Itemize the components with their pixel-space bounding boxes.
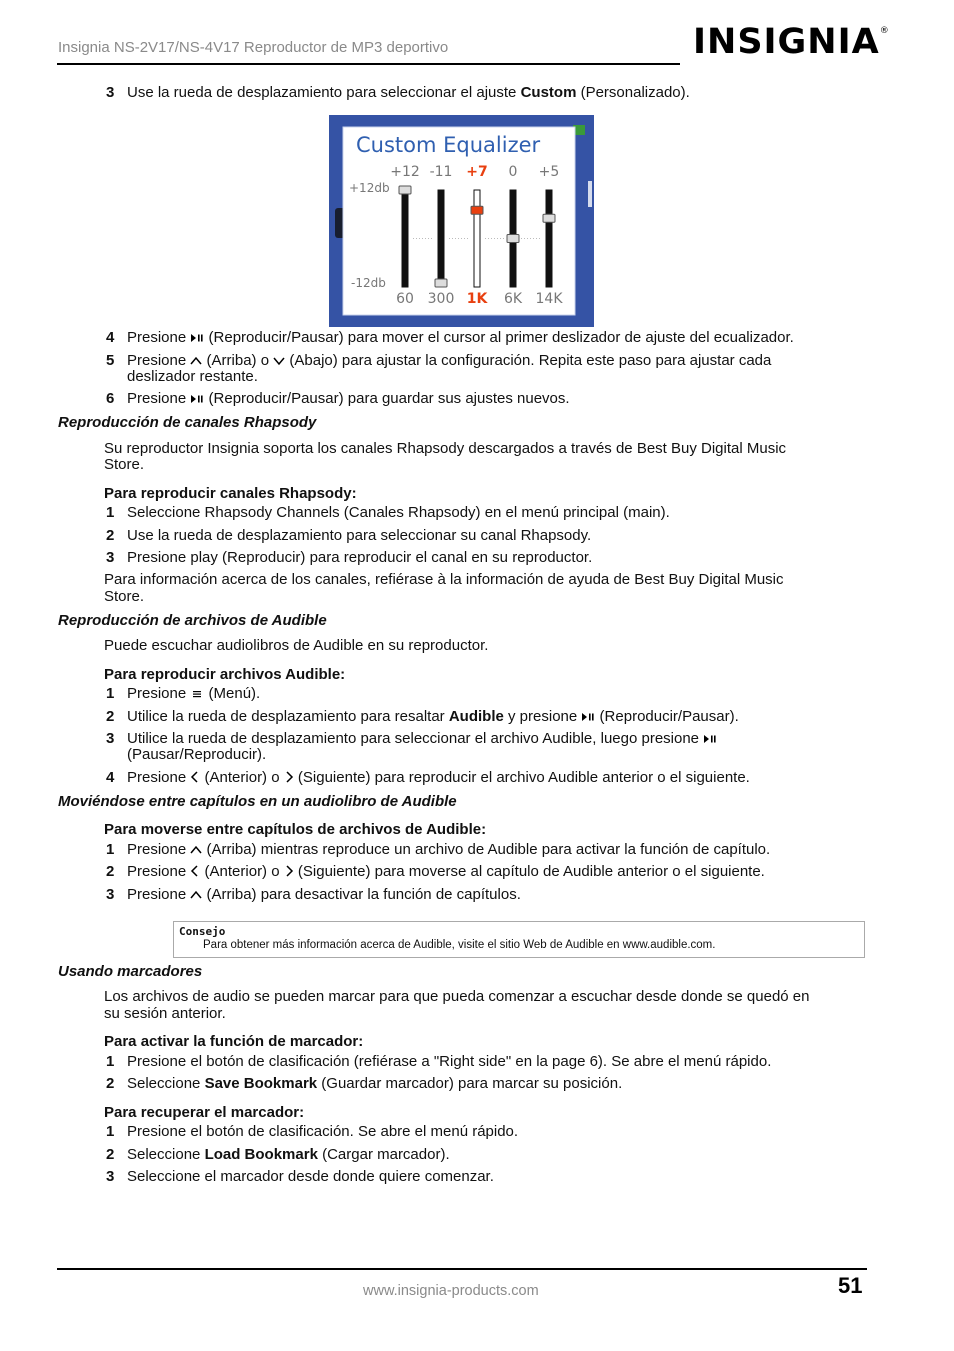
step-text: Presione (Reproducir/Pausar) para guardar sus ajustes nuevos. [127,390,570,407]
step-number: 2 [106,863,115,880]
tip-text: Para obtener más información acerca de Audible, visite el sitio Web de Audible en www.audible.com. [203,939,716,951]
paragraph: su sesión anterior. [104,1005,226,1022]
section-heading-bookmarks: Usando marcadores [58,963,203,980]
step-number: 1 [106,841,115,858]
header-title: Insignia NS-2V17/NS-4V17 Reproductor de MP3 deportivo [58,39,449,56]
slider-knob [435,279,447,287]
band-value: 0 [508,164,518,180]
band-value: +5 [538,164,560,180]
slider-knob [507,235,519,243]
step-number: 2 [106,527,115,544]
equalizer-figure [329,115,594,327]
step-text: Presione (Reproducir/Pausar) para mover el cursor al primer deslizador de ajuste del ecualizador. [127,329,794,346]
footer-url: www.insignia-products.com [363,1283,539,1299]
slider-track [546,190,552,287]
menu-icon [190,686,204,703]
next-icon [284,864,294,881]
procedure-heading: Para reproducir archivos Audible: [104,666,346,683]
slider-knob [399,186,411,194]
step-number: 3 [106,1168,115,1185]
step-number: 5 [106,352,115,369]
step-number: 2 [106,1146,115,1163]
paragraph: Store. [104,456,145,473]
header-rule [57,63,680,65]
step-number: 3 [106,730,115,747]
play-pause-icon [703,731,717,748]
paragraph: Su reproductor Insignia soporta los canales Rhapsody descargados a través de Best Buy Digital Music [104,440,787,457]
custom-equalizer-screenshot [329,115,594,327]
procedure-heading: Para recuperar el marcador: [104,1104,305,1121]
up-icon [190,353,202,370]
next-icon [284,770,294,787]
step-text: Presione (Arriba) mientras reproduce un archivo de Audible para activar la función de capítulo. [127,841,771,858]
step-text: Presione (Arriba) o (Abajo) para ajustar la configuración. Repita este paso para ajustar cada [127,352,772,369]
step-number: 1 [106,504,115,521]
band-value: -11 [429,164,453,180]
procedure-heading: Para reproducir canales Rhapsody: [104,485,357,502]
page-number: 51 [838,1273,863,1298]
band-label: 6K [503,291,523,307]
band-label: 300 [427,291,455,307]
step-number: 3 [106,886,115,903]
paragraph: Store. [104,588,145,605]
slider-track [438,190,444,287]
band-label: 14K [535,291,563,307]
band-value: +12 [390,164,420,180]
step-text: Presione el botón de clasificación (refiérase a "Right side" en la page 6). Se abre el menú rápido. [127,1053,772,1070]
paragraph: Los archivos de audio se pueden marcar para que pueda comenzar a escuchar desde donde se quedó en [104,988,810,1005]
procedure-heading: Para activar la función de marcador: [104,1033,364,1050]
equalizer-title: Custom Equalizer [356,133,541,157]
slider-track [402,190,408,287]
step-text: Seleccione Rhapsody Channels (Canales Rhapsody) en el menú principal (main). [127,504,670,521]
step-text: Use la rueda de desplazamiento para seleccionar su canal Rhapsody. [127,527,592,544]
insignia-logo: INSIGNIA® [693,22,890,62]
step-number: 1 [106,1053,115,1070]
step-text: Seleccione Save Bookmark (Guardar marcador) para marcar su posición. [127,1075,623,1092]
tip-label: Consejo [179,925,226,938]
paragraph: Para información acerca de los canales, refiérase à la información de ayuda de Best Buy Digital Music [104,571,784,588]
play-pause-icon [190,391,204,408]
step-text: Presione (Anterior) o (Siguiente) para reproducir el archivo Audible anterior o el siguiente. [127,769,750,786]
step-number: 2 [106,1075,115,1092]
step-text: Presione (Anterior) o (Siguiente) para moverse al capítulo de Audible anterior o el siguiente. [127,863,765,880]
section-heading-audible: Reproducción de archivos de Audible [58,612,327,629]
play-pause-icon [581,709,595,726]
step-text: Use la rueda de desplazamiento para seleccionar el ajuste Custom (Personalizado). [127,84,690,101]
up-icon [190,842,202,859]
step-text: Presione (Arriba) para desactivar la función de capítulos. [127,886,521,903]
footer-rule [57,1268,867,1270]
step-number: 4 [106,769,115,786]
previous-icon [190,770,200,787]
step-text: Utilice la rueda de desplazamiento para resaltar Audible y presione (Reproducir/Pausar). [127,708,739,725]
top-db-label: +12db [349,181,390,195]
step-number: 2 [106,708,115,725]
step-number: 3 [106,549,115,566]
step-text-continued: deslizador restante. [127,368,258,385]
play-pause-icon [190,330,204,347]
section-heading-rhapsody: Reproducción de canales Rhapsody [58,414,317,431]
bottom-db-label: -12db [351,276,386,290]
paragraph: Puede escuchar audiolibros de Audible en su reproductor. [104,637,489,654]
band-label: 1K [466,291,488,307]
step-number: 6 [106,390,115,407]
step-number: 1 [106,1123,115,1140]
step-text: Presione (Menú). [127,685,261,702]
step-text: Presione el botón de clasificación. Se abre el menú rápido. [127,1123,519,1140]
step-number: 3 [106,84,115,101]
step-text: Presione play (Reproducir) para reproducir el canal en su reproductor. [127,549,593,566]
band-label: 60 [396,291,414,307]
slider-knob [543,214,555,222]
section-heading-chapters: Moviéndose entre capítulos en un audiolibro de Audible [58,793,457,810]
slider-track [474,190,480,287]
previous-icon [190,864,200,881]
down-icon [273,353,285,370]
step-text: Seleccione Load Bookmark (Cargar marcador). [127,1146,450,1163]
step-text: Seleccione el marcador desde donde quiere comenzar. [127,1168,494,1185]
slider-knob [471,206,483,214]
step-text-continued: (Pausar/Reproducir). [127,746,267,763]
up-icon [190,887,202,904]
tip-box [173,921,865,958]
band-value: +7 [466,164,488,180]
step-number: 4 [106,329,115,346]
step-text: Utilice la rueda de desplazamiento para seleccionar el archivo Audible, luego presione [127,730,717,748]
procedure-heading: Para moverse entre capítulos de archivos de Audible: [104,821,487,838]
step-number: 1 [106,685,115,702]
